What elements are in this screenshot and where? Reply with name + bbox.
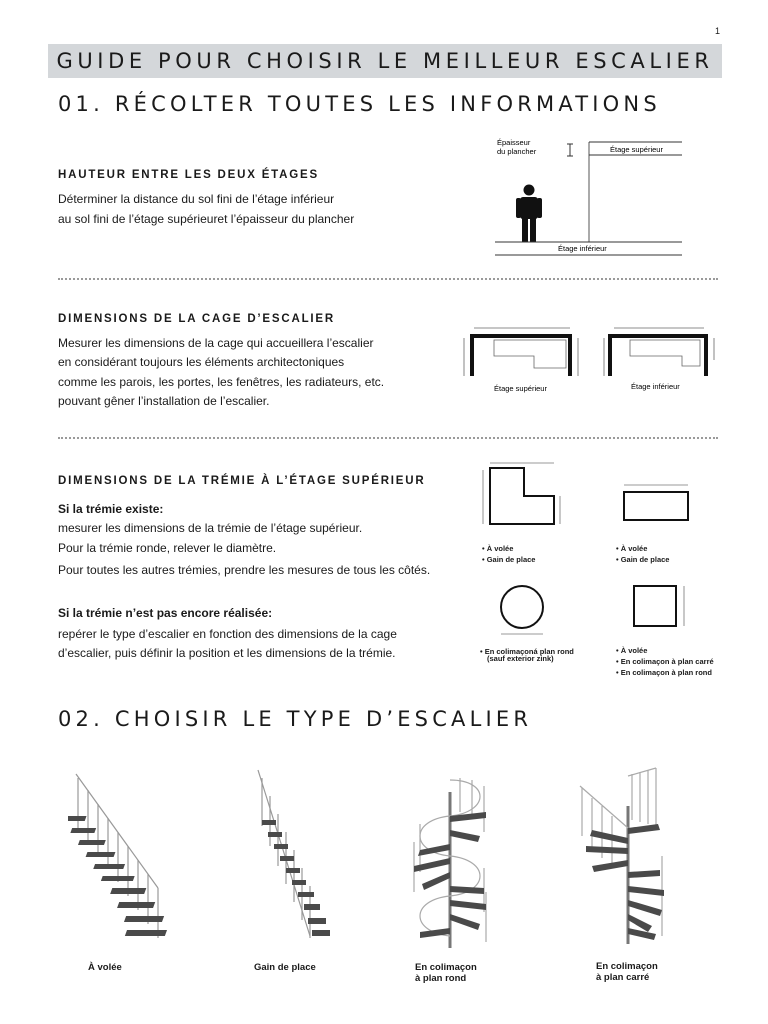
cage-lower-label: Étage inférieur [631,382,680,391]
tremie-exists-line-3: Pour toutes les autres trémies, prendre les mesures de tous les côtés. [58,563,431,577]
page-title: GUIDE POUR CHOISIR LE MEILLEUR ESCALIER [56,49,714,73]
tremie-exists-line-2: Pour la trémie ronde, relever le diamètre. [58,541,277,555]
circle-bullet-note: (sauf exterior zink) [487,654,554,663]
spiral-round-stair-illustration [400,772,500,954]
stair-caption-4b: à plan carré [596,972,650,983]
circle-bullet-1: • En colimaçoná plan rond [480,647,574,656]
cage-upper-diagram [458,322,586,396]
cage-lower-diagram [600,322,720,396]
cage-text-line-4: pouvant gêner l’installation de l’escalier. [58,394,270,408]
tremie-rectangle [616,480,696,524]
rect-bullet-2: • Gain de place [616,555,670,564]
cage-upper-label: Étage supérieur [494,384,547,393]
tremie-notyet-line-1: repérer le type d’escalier en fonction des dimensions de la cage [58,627,397,641]
height-text-line-2: au sol fini de l’étage supérieuret l’épaisseur du plancher [58,212,355,226]
rect-bullet-1: • À volée [616,544,648,553]
page-number: 1 [714,26,720,36]
tremie-heading: DIMENSIONS DE LA TRÉMIE À L’ÉTAGE SUPÉRIEUR [58,475,426,487]
spiral-square-stair-illustration [572,766,672,950]
height-text-line-1: Déterminer la distance du sol fini de l’étage inférieur [58,192,335,206]
lshape-bullet-2: • Gain de place [482,555,536,564]
cage-heading: DIMENSIONS DE LA CAGE D’ESCALIER [58,313,335,325]
stair-caption-4a: En colimaçon [596,961,658,972]
cage-text-line-2: en considérant toujours les éléments architectoniques [58,355,345,369]
tremie-circle [492,582,552,638]
thickness-label-2: du plancher [497,147,537,156]
tremie-notyet-label: Si la trémie n’est pas encore réalisée: [58,606,273,620]
title-bar [48,44,722,78]
cage-text-line-1: Mesurer les dimensions de la cage qui accueillera l’escalier [58,336,374,350]
tremie-l-shape [480,460,570,532]
stair-caption-2: Gain de place [254,962,316,973]
square-bullet-2: • En colimaçon à plan carré [616,657,714,666]
space-saving-stair-illustration [248,766,338,948]
lower-floor-label: Étage inférieur [558,244,607,253]
section-1-title: 01. RÉCOLTER TOUTES LES INFORMATIONS [58,92,661,116]
lshape-bullet-1: • À volée [482,544,514,553]
tremie-notyet-line-2: d’escalier, puis définir la position et les dimensions de la trémie. [58,646,396,660]
thickness-label-1: Épaisseur [497,138,531,147]
tremie-exists-line-1: mesurer les dimensions de la trémie de l’étage supérieur. [58,521,363,535]
square-bullet-1: • À volée [616,646,648,655]
stair-caption-1: À volée [88,962,122,973]
floor-height-diagram [490,132,690,262]
separator-2 [58,437,718,439]
tremie-exists-label: Si la trémie existe: [58,502,164,516]
height-heading: HAUTEUR ENTRE LES DEUX ÉTAGES [58,169,319,181]
stair-caption-3b: à plan rond [415,973,467,984]
upper-floor-label: Étage supérieur [610,145,663,154]
separator-1 [58,278,718,280]
square-bullet-3: • En colimaçon à plan rond [616,668,712,677]
person-icon [516,185,542,243]
tremie-square [626,580,692,632]
section-2-title: 02. CHOISIR LE TYPE D’ESCALIER [58,707,533,731]
stair-caption-3a: En colimaçon [415,962,477,973]
cage-text-line-3: comme les parois, les portes, les fenêtres, les radiateurs, etc. [58,375,385,389]
straight-stair-illustration [68,768,198,948]
